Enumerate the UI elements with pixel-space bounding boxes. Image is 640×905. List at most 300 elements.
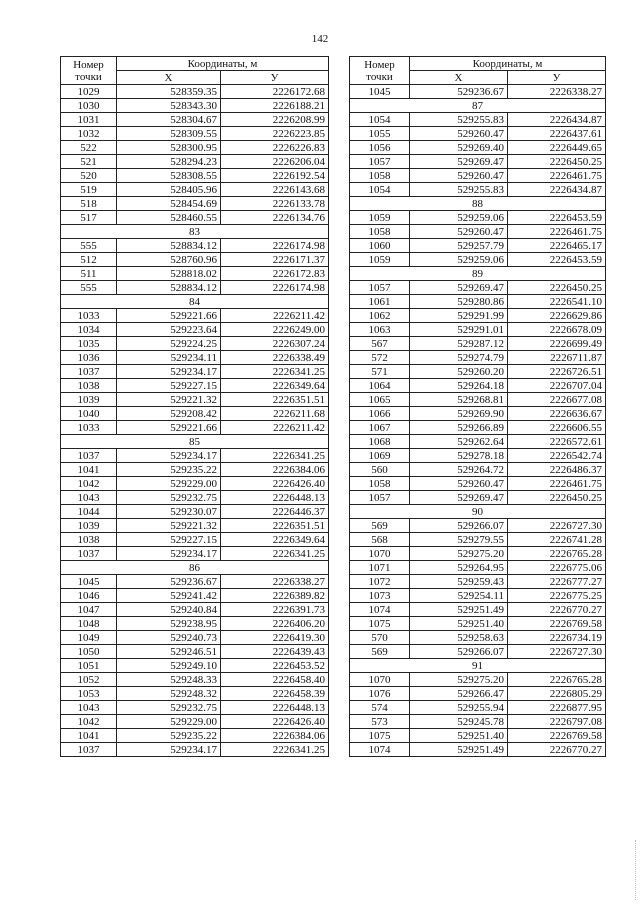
- y-header: У: [508, 71, 606, 85]
- coordinates-header: Координаты, м: [117, 57, 329, 71]
- y-coordinate-cell: 2226448.13: [221, 491, 329, 505]
- section-number: 91: [350, 659, 606, 673]
- x-coordinate-cell: 529232.75: [117, 701, 221, 715]
- point-number-cell: 1034: [61, 323, 117, 337]
- point-number-cell: 572: [350, 351, 410, 365]
- table-row: [350, 323, 606, 337]
- x-coordinate-cell: 529227.15: [117, 533, 221, 547]
- x-coordinate-cell: 529251.40: [410, 617, 508, 631]
- table-row: [61, 155, 329, 169]
- point-number-cell: 571: [350, 365, 410, 379]
- x-coordinate-cell: 529269.47: [410, 491, 508, 505]
- table-row: [350, 477, 606, 491]
- x-coordinate-cell: 529257.79: [410, 239, 508, 253]
- point-number-cell: 569: [350, 519, 410, 533]
- x-coordinate-cell: 529274.79: [410, 351, 508, 365]
- point-number-cell: 1041: [61, 463, 117, 477]
- table-row: [350, 113, 606, 127]
- x-coordinate-cell: 528304.67: [117, 113, 221, 127]
- point-number-cell: 1076: [350, 687, 410, 701]
- table-row: [350, 547, 606, 561]
- section-number: 85: [61, 435, 329, 449]
- x-coordinate-cell: 528834.12: [117, 239, 221, 253]
- y-coordinate-cell: 2226453.59: [508, 211, 606, 225]
- x-coordinate-cell: 529221.66: [117, 309, 221, 323]
- table-row: [61, 239, 329, 253]
- x-coordinate-cell: 529235.22: [117, 463, 221, 477]
- point-number-cell: 1038: [61, 533, 117, 547]
- point-number-cell: 560: [350, 463, 410, 477]
- point-number-cell: 1060: [350, 239, 410, 253]
- x-coordinate-cell: 529238.95: [117, 617, 221, 631]
- table-row: [350, 183, 606, 197]
- y-coordinate-cell: 2226769.58: [508, 617, 606, 631]
- x-coordinate-cell: 529268.81: [410, 393, 508, 407]
- y-coordinate-cell: 2226461.75: [508, 169, 606, 183]
- x-coordinate-cell: 528405.96: [117, 183, 221, 197]
- table-row: [61, 281, 329, 295]
- y-coordinate-cell: 2226450.25: [508, 491, 606, 505]
- x-coordinate-cell: 529223.64: [117, 323, 221, 337]
- x-coordinate-cell: 529266.07: [410, 645, 508, 659]
- table-row: [350, 239, 606, 253]
- y-coordinate-cell: 2226206.04: [221, 155, 329, 169]
- x-coordinate-cell: 529275.20: [410, 673, 508, 687]
- table-row: [61, 337, 329, 351]
- y-coordinate-cell: 2226134.76: [221, 211, 329, 225]
- point-number-cell: 1057: [350, 155, 410, 169]
- y-coordinate-cell: 2226211.68: [221, 407, 329, 421]
- point-number-cell: 1047: [61, 603, 117, 617]
- point-number-cell: 1037: [61, 743, 117, 757]
- point-number-cell: 1039: [61, 393, 117, 407]
- y-coordinate-cell: 2226439.43: [221, 645, 329, 659]
- x-coordinate-cell: 529224.25: [117, 337, 221, 351]
- y-coordinate-cell: 2226877.95: [508, 701, 606, 715]
- x-coordinate-cell: 529229.00: [117, 715, 221, 729]
- table-row: [61, 687, 329, 701]
- point-number-cell: 520: [61, 169, 117, 183]
- table-row: [61, 449, 329, 463]
- y-coordinate-cell: 2226174.98: [221, 239, 329, 253]
- y-coordinate-cell: 2226406.20: [221, 617, 329, 631]
- x-coordinate-cell: 529251.49: [410, 743, 508, 757]
- x-coordinate-cell: 528454.69: [117, 197, 221, 211]
- point-number-cell: 1053: [61, 687, 117, 701]
- point-number-cell: 1042: [61, 477, 117, 491]
- table-row: [61, 253, 329, 267]
- point-number-cell: 1057: [350, 281, 410, 295]
- x-coordinate-cell: 529280.86: [410, 295, 508, 309]
- point-number-cell: 1048: [61, 617, 117, 631]
- x-coordinate-cell: 529291.99: [410, 309, 508, 323]
- point-number-cell: 570: [350, 631, 410, 645]
- table-row: [61, 393, 329, 407]
- x-coordinate-cell: 529248.32: [117, 687, 221, 701]
- y-coordinate-cell: 2226341.25: [221, 449, 329, 463]
- y-coordinate-cell: 2226741.28: [508, 533, 606, 547]
- y-coordinate-cell: 2226226.83: [221, 141, 329, 155]
- point-number-cell: 1049: [61, 631, 117, 645]
- y-coordinate-cell: 2226349.64: [221, 533, 329, 547]
- x-coordinate-cell: 529240.73: [117, 631, 221, 645]
- y-coordinate-cell: 2226391.73: [221, 603, 329, 617]
- y-coordinate-cell: 2226174.98: [221, 281, 329, 295]
- table-row: [61, 715, 329, 729]
- x-coordinate-cell: 528343.30: [117, 99, 221, 113]
- coordinates-table-left: [60, 56, 329, 757]
- table-row: [61, 519, 329, 533]
- table-row: [350, 169, 606, 183]
- table-row: [350, 85, 606, 99]
- y-coordinate-cell: 2226727.30: [508, 645, 606, 659]
- y-coordinate-cell: 2226448.13: [221, 701, 329, 715]
- table-row: [350, 365, 606, 379]
- x-coordinate-cell: 529266.89: [410, 421, 508, 435]
- table-row: [350, 211, 606, 225]
- y-coordinate-cell: 2226765.28: [508, 673, 606, 687]
- y-coordinate-cell: 2226449.65: [508, 141, 606, 155]
- y-coordinate-cell: 2226765.28: [508, 547, 606, 561]
- point-number-cell: 1059: [350, 253, 410, 267]
- y-coordinate-cell: 2226734.19: [508, 631, 606, 645]
- point-number-cell: 1058: [350, 477, 410, 491]
- table-row: [61, 505, 329, 519]
- table-row: [350, 561, 606, 575]
- y-coordinate-cell: 2226426.40: [221, 715, 329, 729]
- y-coordinate-cell: 2226677.08: [508, 393, 606, 407]
- table-row: [61, 141, 329, 155]
- point-number-cell: 1037: [61, 365, 117, 379]
- x-coordinate-cell: 529234.17: [117, 547, 221, 561]
- x-coordinate-cell: 528308.55: [117, 169, 221, 183]
- y-coordinate-cell: 2226434.87: [508, 113, 606, 127]
- table-row: [350, 673, 606, 687]
- table-row: [350, 603, 606, 617]
- x-coordinate-cell: 529246.51: [117, 645, 221, 659]
- point-number-cell: 1062: [350, 309, 410, 323]
- point-number-cell: 555: [61, 239, 117, 253]
- point-number-cell: 1054: [350, 113, 410, 127]
- point-number-cell: 1064: [350, 379, 410, 393]
- x-coordinate-cell: 529230.07: [117, 505, 221, 519]
- table-row: [61, 729, 329, 743]
- section-number: 87: [350, 99, 606, 113]
- coordinates-header: Координаты, м: [410, 57, 606, 71]
- point-number-cell: 1065: [350, 393, 410, 407]
- point-number-cell: 1068: [350, 435, 410, 449]
- table-row: [350, 449, 606, 463]
- table-row: [61, 645, 329, 659]
- table-row: [61, 491, 329, 505]
- x-coordinate-cell: 529269.40: [410, 141, 508, 155]
- y-coordinate-cell: 2226223.85: [221, 127, 329, 141]
- point-number-cell: 573: [350, 715, 410, 729]
- y-coordinate-cell: 2226465.17: [508, 239, 606, 253]
- point-number-cell: 1039: [61, 519, 117, 533]
- table-row: [350, 309, 606, 323]
- y-coordinate-cell: 2226351.51: [221, 393, 329, 407]
- section-row: [350, 505, 606, 519]
- y-coordinate-cell: 2226775.06: [508, 561, 606, 575]
- section-row: [350, 99, 606, 113]
- table-row: [350, 407, 606, 421]
- table-row: [61, 309, 329, 323]
- table-row: [350, 379, 606, 393]
- x-coordinate-cell: 529245.78: [410, 715, 508, 729]
- y-coordinate-cell: 2226699.49: [508, 337, 606, 351]
- table-row: [350, 491, 606, 505]
- point-number-header: [350, 57, 410, 85]
- x-coordinate-cell: 529221.32: [117, 519, 221, 533]
- x-coordinate-cell: 529241.42: [117, 589, 221, 603]
- x-coordinate-cell: 529221.32: [117, 393, 221, 407]
- point-number-cell: 1045: [350, 85, 410, 99]
- point-number-cell: 1059: [350, 211, 410, 225]
- x-coordinate-cell: 529254.11: [410, 589, 508, 603]
- point-number-cell: 1045: [61, 575, 117, 589]
- y-coordinate-cell: 2226389.82: [221, 589, 329, 603]
- y-coordinate-cell: 2226461.75: [508, 225, 606, 239]
- y-coordinate-cell: 2226707.04: [508, 379, 606, 393]
- x-header: X: [410, 71, 508, 85]
- y-coordinate-cell: 2226770.27: [508, 743, 606, 757]
- y-coordinate-cell: 2226446.37: [221, 505, 329, 519]
- point-number-cell: 518: [61, 197, 117, 211]
- point-number-cell: 1038: [61, 379, 117, 393]
- point-number-cell: 521: [61, 155, 117, 169]
- x-coordinate-cell: 529255.83: [410, 183, 508, 197]
- point-number-cell: 1050: [61, 645, 117, 659]
- y-coordinate-cell: 2226437.61: [508, 127, 606, 141]
- table-row: [350, 337, 606, 351]
- table-row: [350, 127, 606, 141]
- y-coordinate-cell: 2226450.25: [508, 281, 606, 295]
- table-row: [350, 701, 606, 715]
- point-number-cell: 1052: [61, 673, 117, 687]
- section-row: [350, 267, 606, 281]
- x-coordinate-cell: 529251.40: [410, 729, 508, 743]
- y-coordinate-cell: 2226726.51: [508, 365, 606, 379]
- y-coordinate-cell: 2226341.25: [221, 365, 329, 379]
- x-coordinate-cell: 529249.10: [117, 659, 221, 673]
- point-number-cell: 1044: [61, 505, 117, 519]
- y-coordinate-cell: 2226770.27: [508, 603, 606, 617]
- point-number-cell: 1058: [350, 169, 410, 183]
- table-row: [61, 379, 329, 393]
- x-coordinate-cell: 529269.47: [410, 281, 508, 295]
- y-coordinate-cell: 2226338.27: [508, 85, 606, 99]
- section-number: 84: [61, 295, 329, 309]
- x-coordinate-cell: 529221.66: [117, 421, 221, 435]
- table-row: [61, 421, 329, 435]
- x-coordinate-cell: 529260.47: [410, 169, 508, 183]
- point-number-cell: 1055: [350, 127, 410, 141]
- table-row: [61, 99, 329, 113]
- x-coordinate-cell: 529259.43: [410, 575, 508, 589]
- point-number-cell: 512: [61, 253, 117, 267]
- table-row: [61, 547, 329, 561]
- point-number-cell: 1051: [61, 659, 117, 673]
- y-coordinate-cell: 2226351.51: [221, 519, 329, 533]
- y-coordinate-cell: 2226188.21: [221, 99, 329, 113]
- point-number-cell: 1074: [350, 603, 410, 617]
- x-coordinate-cell: 528460.55: [117, 211, 221, 225]
- y-coordinate-cell: 2226572.61: [508, 435, 606, 449]
- x-coordinate-cell: 529259.06: [410, 211, 508, 225]
- y-coordinate-cell: 2226208.99: [221, 113, 329, 127]
- table-row: [61, 631, 329, 645]
- y-coordinate-cell: 2226338.27: [221, 575, 329, 589]
- point-number-cell: 1037: [61, 449, 117, 463]
- y-coordinate-cell: 2226341.25: [221, 547, 329, 561]
- y-coordinate-cell: 2226426.40: [221, 477, 329, 491]
- y-coordinate-cell: 2226711.87: [508, 351, 606, 365]
- point-number-cell: 1042: [61, 715, 117, 729]
- point-number-cell: 555: [61, 281, 117, 295]
- table-row: [61, 407, 329, 421]
- x-coordinate-cell: 529260.47: [410, 477, 508, 491]
- table-row: [61, 463, 329, 477]
- x-coordinate-cell: 529262.64: [410, 435, 508, 449]
- table-row: [61, 267, 329, 281]
- y-coordinate-cell: 2226777.27: [508, 575, 606, 589]
- x-coordinate-cell: 529287.12: [410, 337, 508, 351]
- x-coordinate-cell: 528818.02: [117, 267, 221, 281]
- y-coordinate-cell: 2226192.54: [221, 169, 329, 183]
- table-row: [61, 365, 329, 379]
- section-row: [61, 295, 329, 309]
- point-number-cell: 1057: [350, 491, 410, 505]
- x-coordinate-cell: 529264.18: [410, 379, 508, 393]
- y-coordinate-cell: 2226542.74: [508, 449, 606, 463]
- point-number-cell: 1043: [61, 701, 117, 715]
- section-row: [350, 197, 606, 211]
- point-number-cell: 1058: [350, 225, 410, 239]
- table-row: [61, 603, 329, 617]
- x-coordinate-cell: 528300.95: [117, 141, 221, 155]
- point-number-cell: 1041: [61, 729, 117, 743]
- table-row: [350, 645, 606, 659]
- y-coordinate-cell: 2226172.68: [221, 85, 329, 99]
- y-coordinate-cell: 2226249.00: [221, 323, 329, 337]
- point-number-cell: 1075: [350, 729, 410, 743]
- y-coordinate-cell: 2226461.75: [508, 477, 606, 491]
- y-coordinate-cell: 2226727.30: [508, 519, 606, 533]
- table-row: [61, 85, 329, 99]
- point-number-cell: 1046: [61, 589, 117, 603]
- x-header: X: [117, 71, 221, 85]
- point-number-cell: 1073: [350, 589, 410, 603]
- table-row: [350, 253, 606, 267]
- page-edge-mark: [634, 840, 636, 900]
- table-row: [61, 183, 329, 197]
- table-row: [61, 113, 329, 127]
- point-number-cell: 1071: [350, 561, 410, 575]
- point-number-cell: 522: [61, 141, 117, 155]
- table-row: [350, 435, 606, 449]
- x-coordinate-cell: 529264.95: [410, 561, 508, 575]
- point-number-cell: 519: [61, 183, 117, 197]
- table-row: [350, 729, 606, 743]
- x-coordinate-cell: 529227.15: [117, 379, 221, 393]
- y-coordinate-cell: 2226453.59: [508, 253, 606, 267]
- y-coordinate-cell: 2226458.39: [221, 687, 329, 701]
- point-number-cell: 517: [61, 211, 117, 225]
- table-row: [350, 421, 606, 435]
- point-number-cell: 1074: [350, 743, 410, 757]
- table-row: [350, 575, 606, 589]
- point-number-cell: 1054: [350, 183, 410, 197]
- section-row: [61, 225, 329, 239]
- point-number-header-line1: Номер: [364, 58, 395, 71]
- table-row: [350, 743, 606, 757]
- y-coordinate-cell: 2226133.78: [221, 197, 329, 211]
- point-number-cell: 574: [350, 701, 410, 715]
- y-coordinate-cell: 2226338.49: [221, 351, 329, 365]
- table-row: [350, 351, 606, 365]
- y-coordinate-cell: 2226384.06: [221, 463, 329, 477]
- point-number-header: [61, 57, 117, 85]
- point-number-cell: 1063: [350, 323, 410, 337]
- y-coordinate-cell: 2226606.55: [508, 421, 606, 435]
- point-number-cell: 1070: [350, 547, 410, 561]
- point-number-header-line2: точки: [366, 70, 393, 83]
- y-coordinate-cell: 2226211.42: [221, 421, 329, 435]
- y-coordinate-cell: 2226629.86: [508, 309, 606, 323]
- y-coordinate-cell: 2226341.25: [221, 743, 329, 757]
- point-number-cell: 1036: [61, 351, 117, 365]
- table-row: [350, 295, 606, 309]
- table-row: [350, 155, 606, 169]
- table-row: [61, 589, 329, 603]
- x-coordinate-cell: 529260.20: [410, 365, 508, 379]
- x-coordinate-cell: 529264.72: [410, 463, 508, 477]
- point-number-cell: 1033: [61, 309, 117, 323]
- x-coordinate-cell: 529266.07: [410, 519, 508, 533]
- section-row: [61, 435, 329, 449]
- y-header: У: [221, 71, 329, 85]
- x-coordinate-cell: 529234.17: [117, 365, 221, 379]
- table-row: [61, 211, 329, 225]
- x-coordinate-cell: 529248.33: [117, 673, 221, 687]
- x-coordinate-cell: 529208.42: [117, 407, 221, 421]
- section-row: [350, 659, 606, 673]
- point-number-cell: 1070: [350, 673, 410, 687]
- y-coordinate-cell: 2226143.68: [221, 183, 329, 197]
- y-coordinate-cell: 2226541.10: [508, 295, 606, 309]
- y-coordinate-cell: 2226172.83: [221, 267, 329, 281]
- y-coordinate-cell: 2226384.06: [221, 729, 329, 743]
- x-coordinate-cell: 529234.17: [117, 449, 221, 463]
- x-coordinate-cell: 529260.47: [410, 225, 508, 239]
- x-coordinate-cell: 529278.18: [410, 449, 508, 463]
- point-number-cell: 568: [350, 533, 410, 547]
- y-coordinate-cell: 2226805.29: [508, 687, 606, 701]
- table-row: [61, 323, 329, 337]
- point-number-cell: 1072: [350, 575, 410, 589]
- point-number-cell: 1029: [61, 85, 117, 99]
- table-row: [350, 617, 606, 631]
- x-coordinate-cell: 529275.20: [410, 547, 508, 561]
- table-row: [61, 617, 329, 631]
- x-coordinate-cell: 529255.83: [410, 113, 508, 127]
- table-row: [61, 673, 329, 687]
- point-number-cell: 1061: [350, 295, 410, 309]
- x-coordinate-cell: 529266.47: [410, 687, 508, 701]
- point-number-cell: 511: [61, 267, 117, 281]
- table-row: [350, 715, 606, 729]
